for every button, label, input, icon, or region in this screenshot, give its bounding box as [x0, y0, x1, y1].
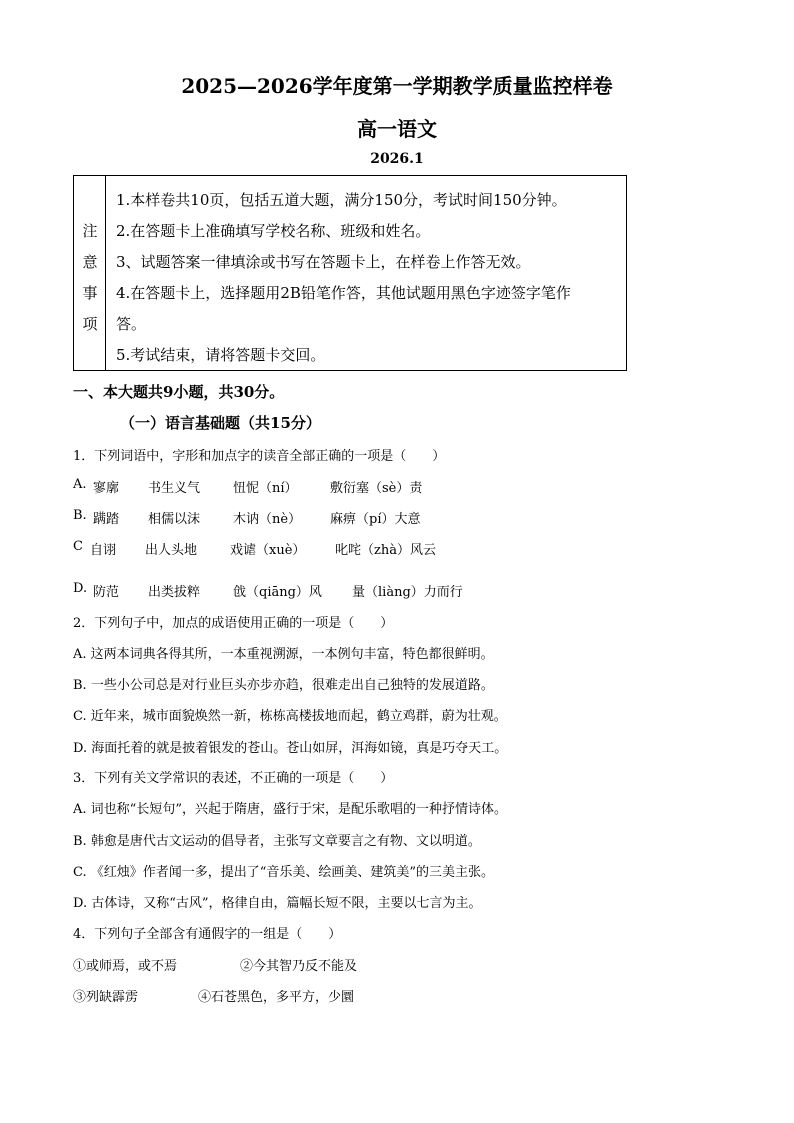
option-word: 防范 [93, 585, 120, 600]
question-2-option-c [73, 705, 507, 724]
question-2-option-b [73, 674, 494, 693]
subject-title: 高一语文 [357, 117, 437, 141]
notice-item: 答。 [116, 315, 147, 333]
option-word: 戏谑（xuè） [230, 543, 306, 558]
option-letter: B. [73, 508, 87, 523]
option-word: 相儒以沫 [148, 512, 201, 527]
option-letter: D. [73, 896, 88, 911]
question-4-item: ④石苍黑色，多平方，少圜 [198, 990, 355, 1005]
question-2-option-a [73, 643, 494, 662]
notice-item: 5.考试结束，请将答题卡交回。 [116, 346, 326, 364]
option-word: 叱咤（zhà）风云 [335, 543, 436, 558]
option-word: 忸怩（ní） [233, 481, 298, 496]
option-word: 出人头地 [145, 543, 198, 558]
option-letter: D. [73, 581, 88, 596]
option-word: 量（liàng）力而行 [352, 585, 463, 600]
question-3-option-c [73, 861, 494, 880]
notice-label-char: 注 [82, 222, 98, 240]
exam-date: 2026.1 [370, 151, 424, 167]
option-word: 出类拔粹 [148, 585, 201, 600]
option-text: 一些小公司总是对行业巨头亦步亦趋，很难走出自己独特的发展道路。 [90, 678, 494, 693]
question-4-item: ③列缺霹雳 [73, 990, 139, 1005]
option-text: 海面托着的就是披着银发的苍山。苍山如屏，洱海如镜，真是巧夺天工。 [91, 741, 508, 756]
option-word: 蹒踏 [93, 512, 120, 527]
notice-label-column [74, 176, 106, 370]
question-4-stem: 4．下列句子全部含有通假字的一组是（ ） [73, 927, 342, 942]
section-heading: 一、本大题共9小题，共30分。 [73, 383, 285, 401]
notice-label-char: 事 [82, 284, 98, 302]
question-3-stem: 3．下列有关文学常识的表述，不正确的一项是（ ） [73, 771, 394, 786]
question-2-stem: 2．下列句子中，加点的成语使用正确的一项是（ ） [73, 616, 394, 631]
option-letter: A. [73, 477, 87, 492]
option-letter: C. [73, 865, 87, 880]
question-3-option-d [73, 892, 482, 911]
exam-title: 2025—2026学年度第一学期教学质量监控样卷 [181, 74, 613, 98]
question-3-option-b [73, 830, 481, 849]
notice-box [73, 175, 627, 371]
option-text: 韩愈是唐代古文运动的倡导者，主张写文章要言之有物、文以明道。 [90, 834, 481, 849]
option-word: 敷衍塞（sè）责 [330, 481, 423, 496]
option-word: 麻痹（pí）大意 [330, 512, 421, 527]
notice-item: 3、试题答案一律填涂或书写在答题卡上，在样卷上作答无效。 [116, 253, 531, 271]
question-2-option-d [73, 737, 507, 756]
subsection-heading: （一）语言基础题（共15分） [120, 414, 321, 432]
option-word: 戗（qiāng）风 [233, 585, 322, 600]
option-letter: D. [73, 741, 88, 756]
notice-item: 2.在答题卡上准确填写学校名称、班级和姓名。 [116, 222, 431, 240]
option-text: 词也称“长短句”，兴起于隋唐，盛行于宋，是配乐歌唱的一种抒情诗体。 [90, 802, 507, 817]
option-word: 寥廓 [93, 481, 120, 496]
notice-label-char: 项 [82, 315, 98, 333]
notice-label-char: 意 [82, 253, 98, 271]
notice-item: 4.在答题卡上，选择题用2B铅笔作答，其他试题用黑色字迹签字笔作 [116, 284, 571, 302]
question-3-option-a [73, 798, 507, 817]
option-letter: B. [73, 678, 87, 693]
option-text: 这两本词典各得其所，一本重视溯源，一本例句丰富，特色都很鲜明。 [90, 647, 494, 662]
option-word: 自诩 [90, 543, 117, 558]
notice-item: 1.本样卷共10页，包括五道大题，满分150分，考试时间150分钟。 [116, 191, 567, 209]
option-text: 古体诗，又称“古风”，格律自由，篇幅长短不限，主要以七言为主。 [91, 896, 482, 911]
option-word: 书生义气 [148, 481, 201, 496]
option-letter: A. [73, 802, 87, 817]
option-letter: C. [73, 709, 87, 724]
question-1-stem: 1．下列词语中，字形和加点字的读音全部正确的一项是（ ） [73, 449, 446, 464]
option-letter: C [73, 539, 83, 554]
option-word: 木讷（nè） [233, 512, 302, 527]
option-text: 《红烛》作者闻一多，提出了“音乐美、绘画美、建筑美”的三美主张。 [90, 865, 495, 880]
question-4-item: ②今其智乃反不能及 [240, 959, 358, 974]
option-text: 近年来，城市面貌焕然一新，栋栋高楼拔地而起，鹤立鸡群，蔚为壮观。 [90, 709, 507, 724]
question-4-item: ①或师焉，或不焉 [73, 959, 178, 974]
option-letter: A. [73, 647, 87, 662]
option-letter: B. [73, 834, 87, 849]
